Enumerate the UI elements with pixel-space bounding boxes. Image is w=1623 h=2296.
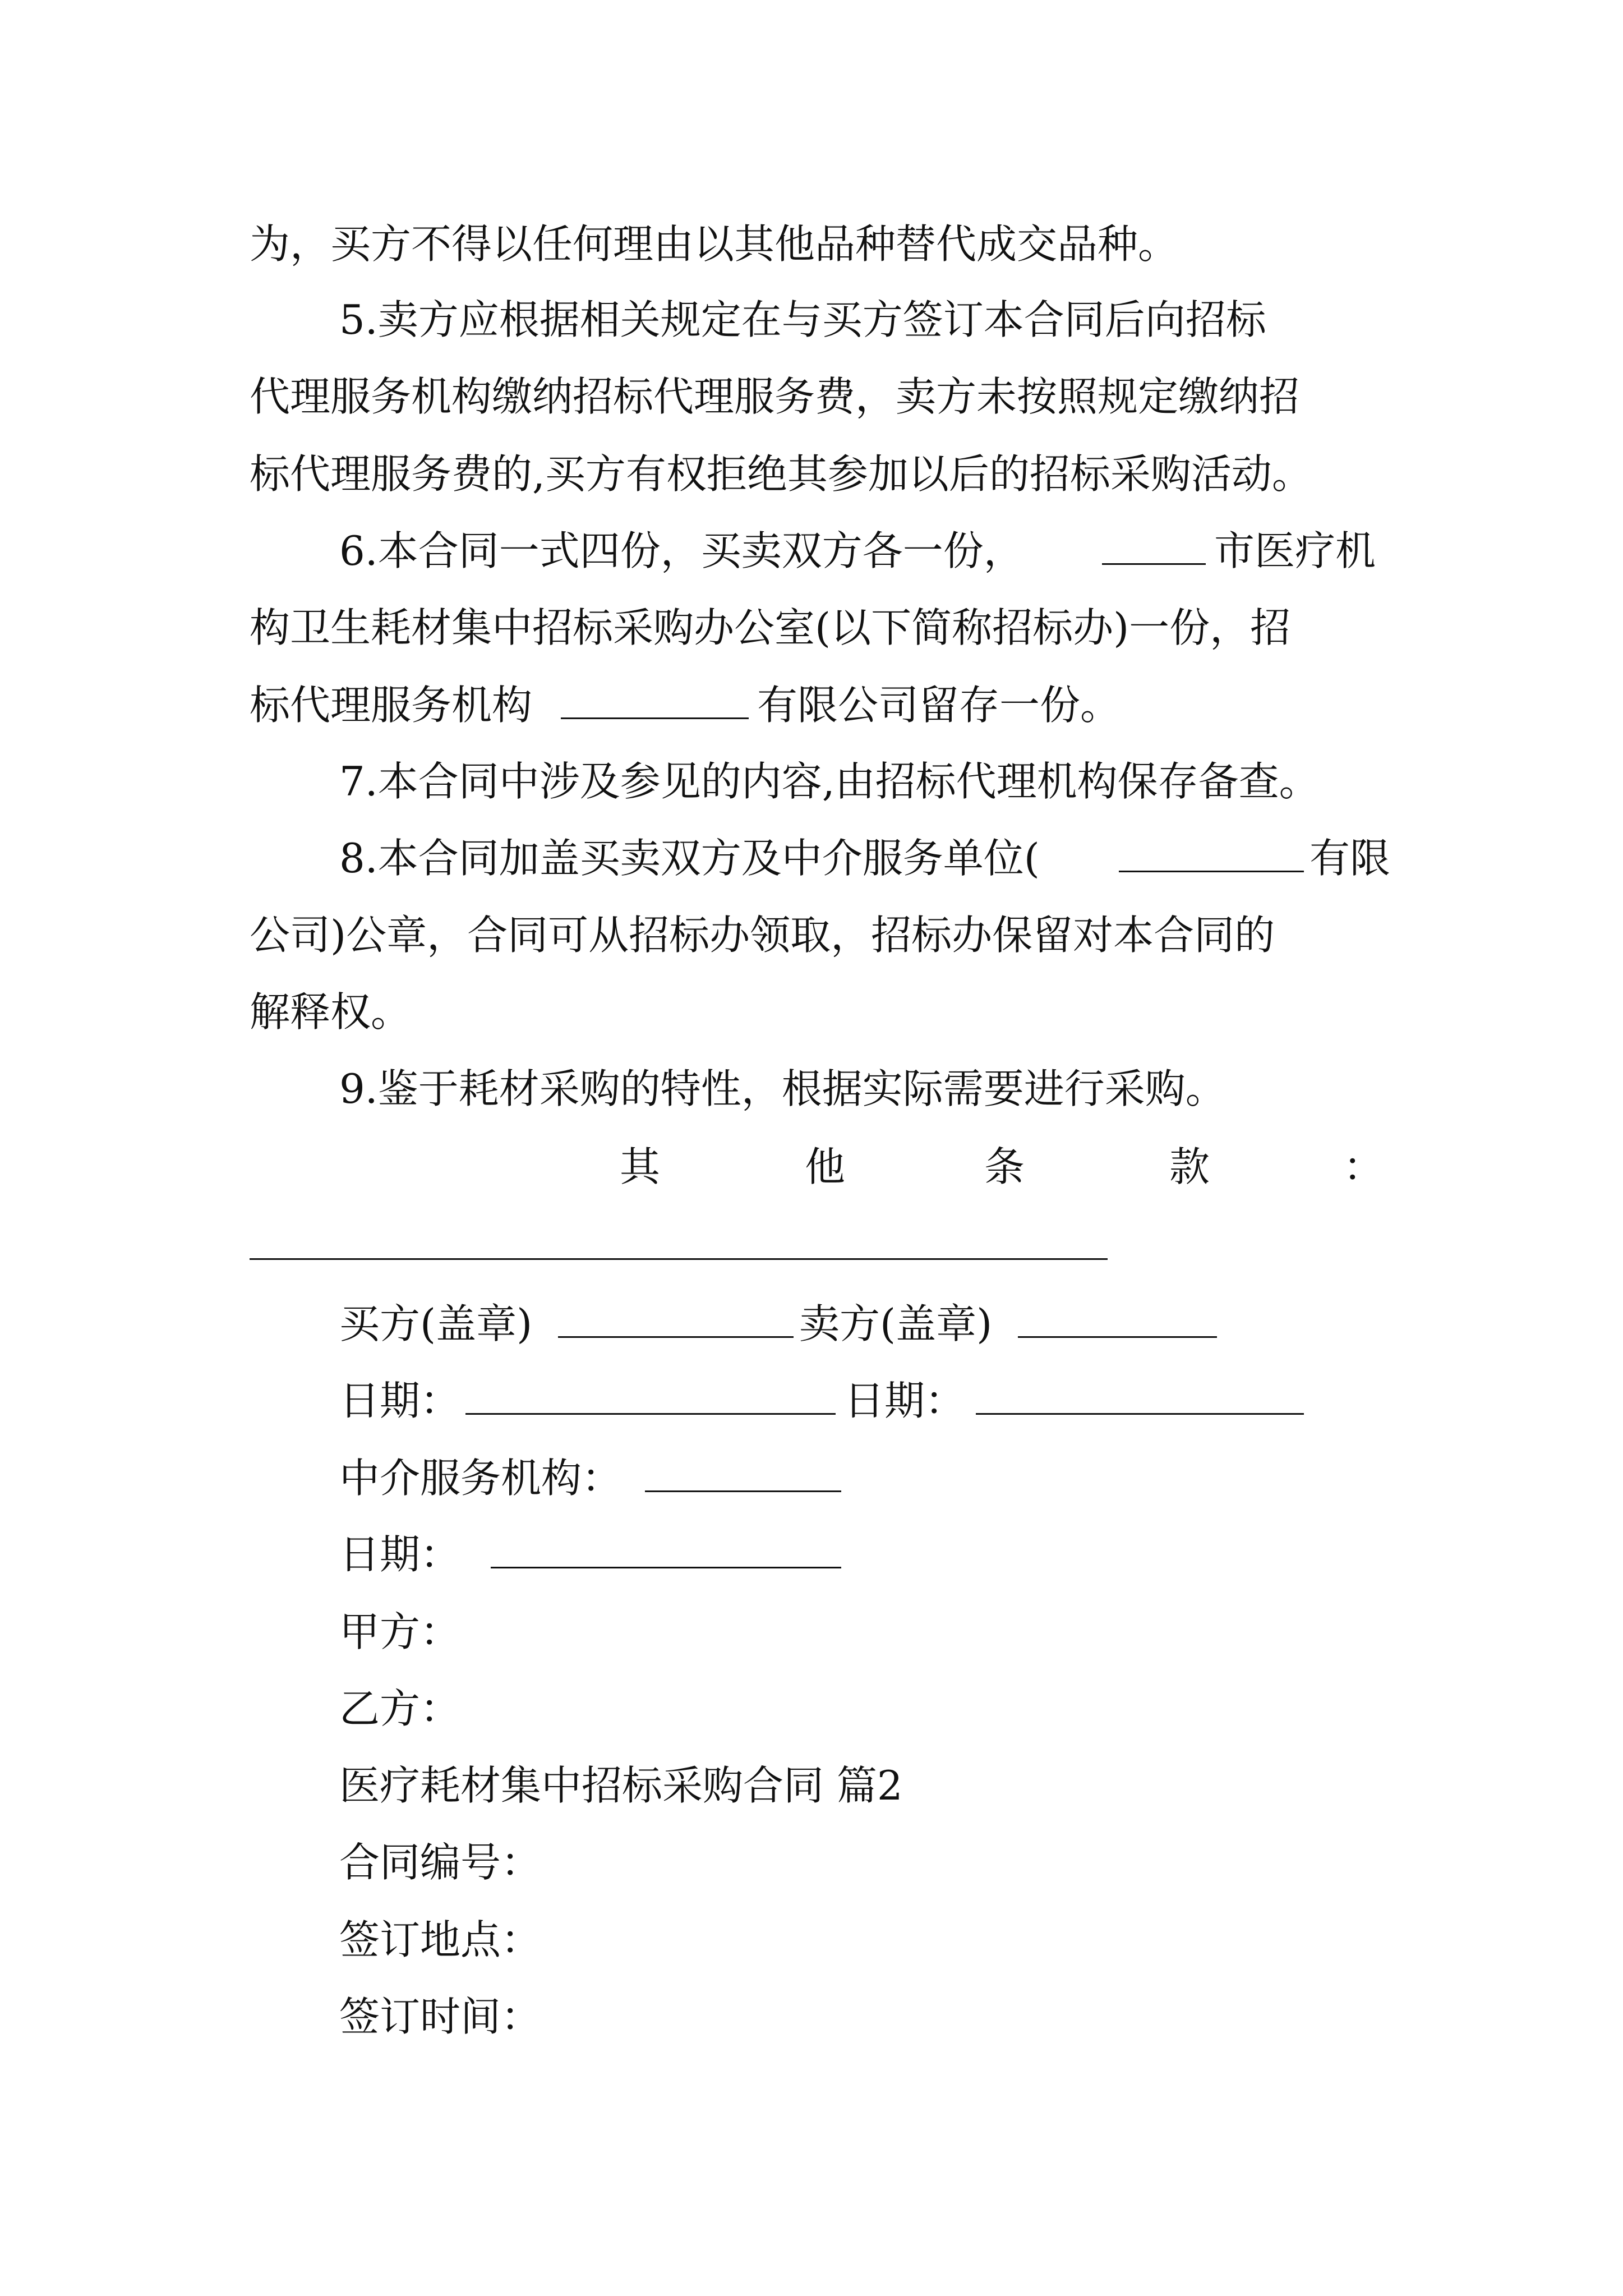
fill-in-blank — [1119, 841, 1304, 872]
text-line: 5.卖方应根据相关规定在与买方签订本合同后向招标 — [339, 296, 1266, 343]
text-line: 7.本合同中涉及参见的内容,由招标代理机构保存备查。 — [339, 758, 1320, 805]
text-line: 标代理服务费的,买方有权拒绝其参加以后的招标采购活动。 — [250, 450, 1312, 498]
text-line: 解释权。 — [250, 988, 412, 1036]
paragraph-line — [0, 369, 1623, 425]
heading-char: 条 — [984, 1143, 1025, 1190]
party-a-label: 甲方： — [339, 1608, 461, 1655]
sign-time-row — [0, 1989, 1623, 2045]
paragraph-line — [0, 984, 1623, 1040]
section-heading — [0, 1757, 1623, 1814]
paragraph-line — [0, 753, 1623, 809]
fill-in-blank — [1018, 1307, 1217, 1338]
party-a-row — [0, 1604, 1623, 1660]
contract-number-row — [0, 1834, 1623, 1890]
date-label: 日期： — [339, 1377, 461, 1424]
paragraph-line — [0, 446, 1623, 502]
date-row — [0, 1526, 1623, 1582]
agency-label: 中介服务机构： — [339, 1455, 623, 1502]
fill-in-blank — [465, 1384, 836, 1415]
heading-char: ： — [1343, 1143, 1384, 1190]
fill-in-blank — [558, 1307, 794, 1338]
text-line: 有限公司留存一份。 — [757, 682, 1121, 729]
text-line: 市医疗机 — [1214, 527, 1376, 574]
fill-in-blank — [491, 1538, 841, 1568]
text-line: 标代理服务机构 — [250, 682, 533, 729]
fill-in-blank — [561, 688, 749, 719]
text-line: 为，买方不得以任何理由以其他品种替代成交品种。 — [250, 220, 1179, 268]
heading-char: 他 — [805, 1143, 846, 1190]
fill-in-blank — [976, 1384, 1304, 1415]
fill-in-blank — [645, 1461, 841, 1492]
text-line: 构卫生耗材集中招标采购办公室(以下简称招标办)一份，招 — [250, 604, 1291, 651]
text-line: 6.本合同一式四份，买卖双方各一份， — [339, 527, 1024, 574]
party-b-label: 乙方： — [339, 1685, 461, 1732]
paragraph-line — [0, 677, 1623, 733]
fill-in-blank — [1102, 534, 1206, 565]
paragraph-line — [0, 216, 1623, 272]
text-line: 9.鉴于耗材采购的特性，根据实际需要进行采购。 — [339, 1065, 1226, 1112]
paragraph-line — [0, 292, 1623, 348]
agency-row — [0, 1450, 1623, 1506]
sign-time-label: 签订时间： — [339, 1993, 542, 2040]
date-label: 日期： — [844, 1377, 966, 1424]
paragraph-line — [0, 523, 1623, 579]
other-terms-blank-line — [250, 1258, 1108, 1260]
signature-row — [0, 1296, 1623, 1352]
paragraph-line — [0, 1061, 1623, 1117]
heading-char: 其 — [620, 1143, 661, 1190]
date-row — [0, 1373, 1623, 1429]
date-label: 日期： — [339, 1531, 461, 1578]
text-line: 代理服务机构缴纳招标代理服务费，卖方未按照规定缴纳招 — [250, 373, 1300, 420]
contract-title: 医疗耗材集中招标采购合同 篇2 — [339, 1762, 903, 1809]
text-line: 公司)公章，合同可从招标办领取，招标办保留对本合同的 — [250, 912, 1275, 959]
seller-seal-label: 卖方(盖章) — [799, 1300, 993, 1347]
other-terms-heading — [0, 1139, 1623, 1195]
party-b-row — [0, 1681, 1623, 1737]
contract-number-label: 合同编号： — [339, 1839, 542, 1886]
sign-place-label: 签订地点： — [339, 1916, 542, 1963]
paragraph-line — [0, 600, 1623, 656]
sign-place-row — [0, 1912, 1623, 1968]
text-line: 有限 — [1310, 835, 1391, 882]
paragraph-line — [0, 907, 1623, 963]
text-line: 8.本合同加盖买卖双方及中介服务单位( — [339, 835, 1040, 882]
buyer-seal-label: 买方(盖章) — [339, 1300, 533, 1347]
paragraph-line — [0, 830, 1623, 886]
heading-char: 款 — [1169, 1143, 1210, 1190]
